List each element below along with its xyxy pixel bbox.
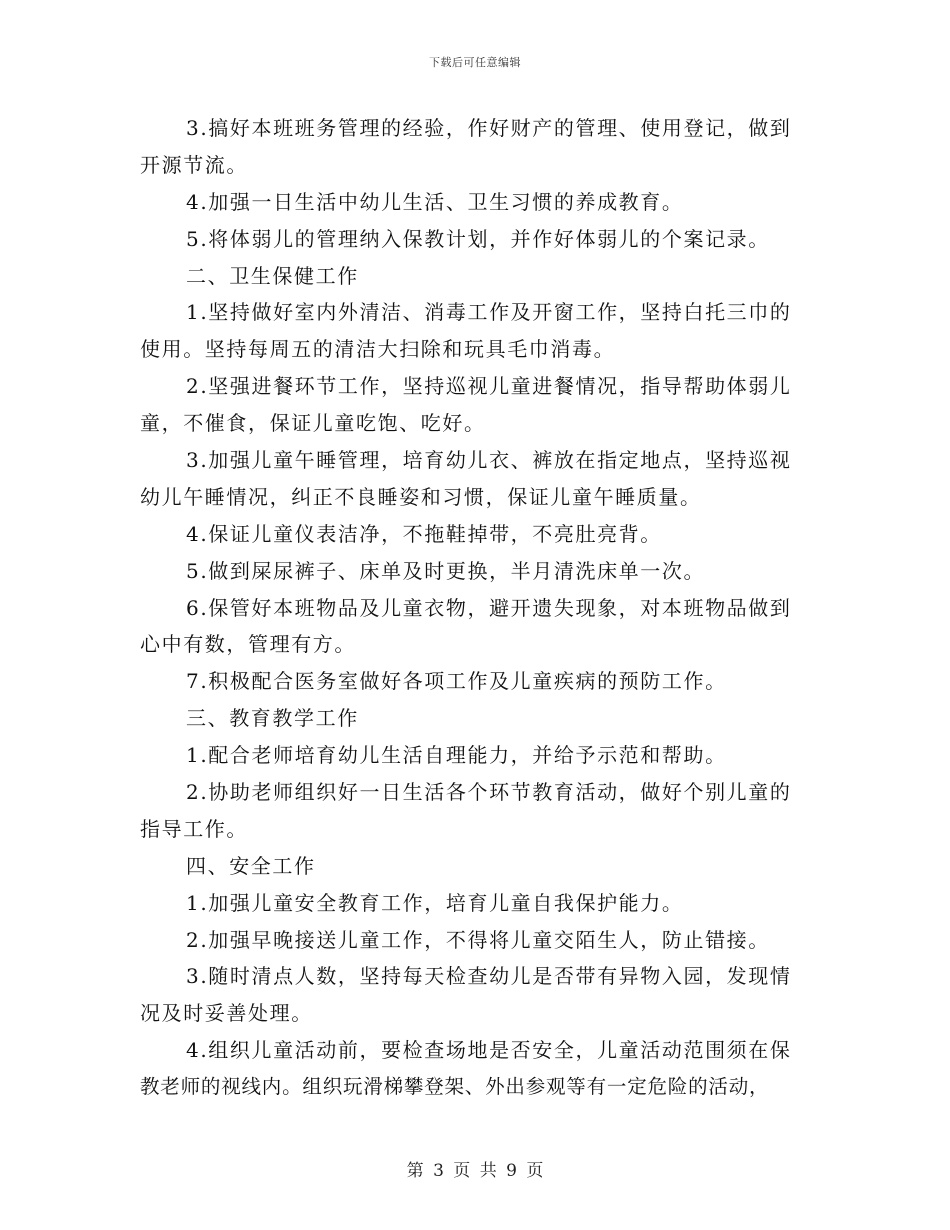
text-line: 二、卫生保健工作	[186, 263, 359, 288]
text-line: 4.组织儿童活动前，要检查场地是否安全，儿童活动范围须在保	[186, 1038, 792, 1063]
text-line: 2.坚强进餐环节工作，坚持巡视儿童进餐情况，指导帮助体弱儿	[186, 374, 792, 399]
text-line: 3.加强儿童午睡管理，培育幼儿衣、裤放在指定地点，坚持巡视	[186, 448, 792, 473]
text-line: 3.随时清点人数，坚持每天检查幼儿是否带有异物入园，发现情	[186, 964, 792, 989]
document-body	[140, 110, 800, 1106]
text-line: 幼儿午睡情况，纠正不良睡姿和习惯，保证儿童午睡质量。	[140, 484, 702, 509]
text-line: 指导工作。	[140, 816, 248, 841]
text-line: 心中有数，管理有方。	[140, 632, 356, 657]
text-line: 5.将体弱儿的管理纳入保教计划，并作好体弱儿的个案记录。	[186, 226, 770, 251]
text-line: 使用。坚持每周五的清洁大扫除和玩具毛巾消毒。	[140, 337, 616, 362]
page-footer: 第 3 页 共 9 页	[406, 1161, 544, 1181]
text-line: 2.协助老师组织好一日生活各个环节教育活动，做好个别儿童的	[186, 780, 792, 805]
text-line: 7.积极配合医务室做好各项工作及儿童疾病的预防工作。	[186, 669, 727, 694]
text-line: 2.加强早晚接送儿童工作，不得将儿童交陌生人，防止错接。	[186, 927, 770, 952]
text-line: 6.保管好本班物品及儿童衣物，避开遗失现象，对本班物品做到	[186, 595, 792, 620]
text-line: 3.搞好本班班务管理的经验，作好财产的管理、使用登记，做到	[186, 116, 792, 140]
text-line: 开源节流。	[140, 152, 248, 177]
text-line: 5.做到屎尿裤子、床单及时更换，半月清洗床单一次。	[186, 558, 706, 583]
text-line: 四、安全工作	[186, 853, 316, 878]
text-line: 童，不催食，保证儿童吃饱、吃好。	[140, 411, 486, 436]
text-line: 教老师的视线内。组织玩滑梯攀登架、外出参观等有一定危险的活动，	[140, 1075, 770, 1099]
text-line: 1.坚持做好室内外清洁、消毒工作及开窗工作，坚持白托三巾的	[186, 300, 792, 325]
text-line: 1.配合老师培育幼儿生活自理能力，并给予示范和帮助。	[186, 743, 727, 768]
text-line: 三、教育教学工作	[186, 706, 359, 731]
text-line: 1.加强儿童安全教育工作，培育儿童自我保护能力。	[186, 890, 684, 915]
text-line: 4.保证儿童仪表洁净，不拖鞋掉带，不亮肚亮背。	[186, 521, 662, 546]
text-line: 况及时妥善处理。	[140, 1001, 313, 1026]
text-line: 4.加强一日生活中幼儿生活、卫生习惯的养成教育。	[186, 189, 684, 214]
page-header: 下载后可任意编辑	[429, 56, 521, 69]
